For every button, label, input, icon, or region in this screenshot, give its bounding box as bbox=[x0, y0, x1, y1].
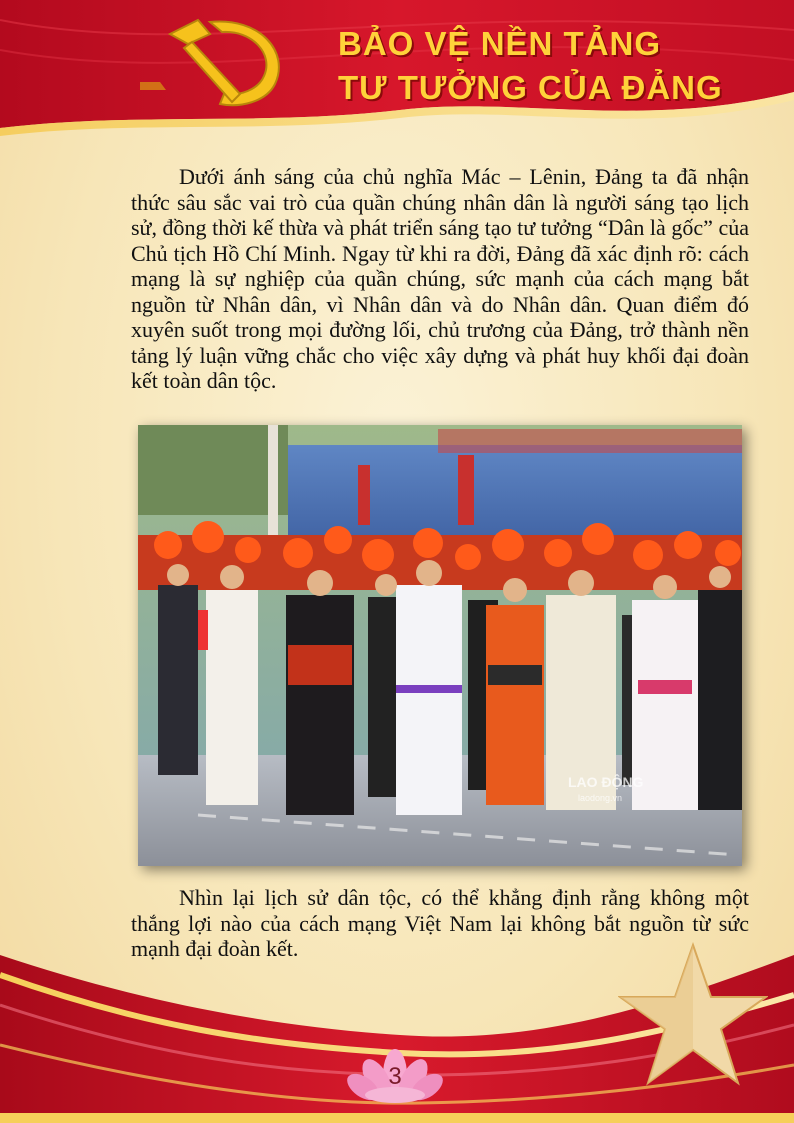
body-paragraph-2: Nhìn lại lịch sử dân tộc, có thể khẳng định rằng không một thắng lợi nào của cách mạng Việt Nam lại không bắt nguồn từ sức mạnh đại đoàn kết. bbox=[131, 885, 749, 961]
photo-watermark-url: laodong.vn bbox=[578, 793, 623, 803]
page-title bbox=[338, 22, 778, 110]
header-banner bbox=[0, 0, 794, 140]
body-paragraph-1: Dưới ánh sáng của chủ nghĩa Mác – Lênin, Đảng ta đã nhận thức sâu sắc vai trò của quần chúng nhân dân là người sáng tạo lịch sử, đồng thời kế thừa và phát triển sáng tạo tư tưởng “Dân là gốc” của Chủ tịch Hồ Chí Minh. Ngay từ khi ra đời, Đảng đã xác định rõ: cách mạng là sự nghiệp của quần chúng, sức mạnh của cách mạng bắt nguồn từ Nhân dân, vì Nhân dân và do Nhân dân. Quan điểm đó xuyên suốt trong mọi đường lối, chủ trương của Đảng, trở thành nền tảng lý luận vững chắc cho việc xây dựng và phát huy khối đại đoàn kết toàn dân tộc. bbox=[131, 164, 749, 393]
page-number: 3 bbox=[388, 1063, 402, 1090]
photo-watermark: LAO ĐỘNG bbox=[568, 774, 644, 790]
footer-banner bbox=[0, 935, 794, 1123]
hammer-sickle-icon bbox=[120, 8, 305, 108]
star-icon bbox=[618, 940, 768, 1090]
title-line-1: BẢO VỆ NỀN TẢNG bbox=[338, 25, 662, 62]
parade-photo bbox=[138, 425, 742, 866]
photo-illustration bbox=[138, 425, 742, 866]
title-line-2: TƯ TƯỞNG CỦA ĐẢNG bbox=[338, 69, 723, 106]
